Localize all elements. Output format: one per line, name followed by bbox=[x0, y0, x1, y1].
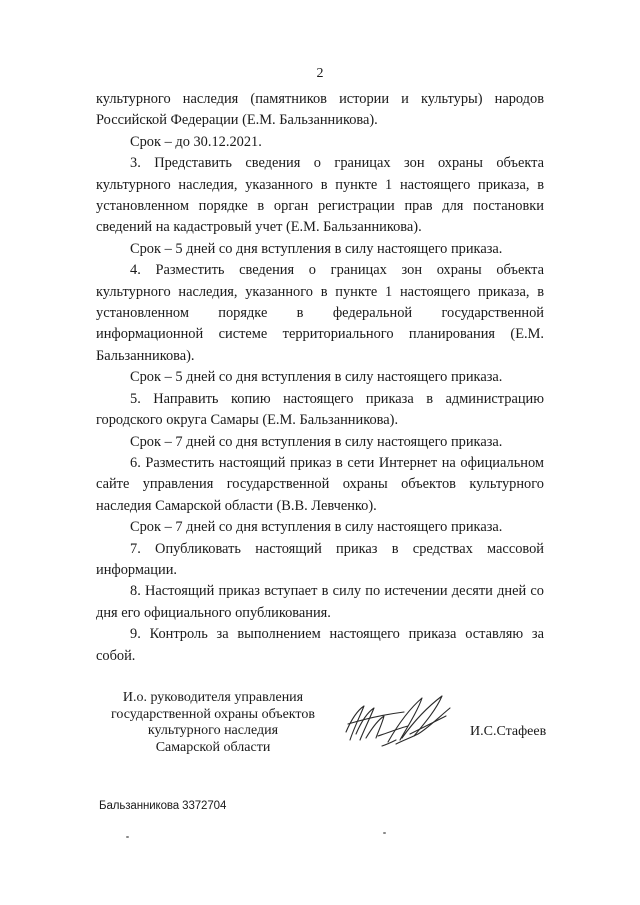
signer-name: И.С.Стафеев bbox=[470, 724, 547, 739]
paragraph-9: 6. Разместить настоящий приказ в сети Интернет на официальном сайте управления государственной охраны объектов культурного наследия Самарской области (В.В. Левченко). bbox=[96, 454, 544, 514]
paragraph-3: 3. Представить сведения о границах зон охраны объекта культурного наследия, указанного в пункте 1 настоящего приказа, в установленном порядке в орган регистрации прав для постановки сведений на кадастровый учет (Е.М. Бальзанникова). bbox=[96, 155, 544, 236]
paragraph-7: 5. Направить копию настоящего приказа в администрацию городского округа Самары (Е.М. Бальзанникова). bbox=[96, 390, 544, 429]
signatory-title-line-4: Самарской области bbox=[155, 739, 271, 755]
paragraph-13: 9. Контроль за выполнением настоящего приказа оставляю за собой. bbox=[96, 626, 544, 664]
paragraph-12: 8. Настоящий приказ вступает в силу по истечении десяти дней со дня его официального опубликования. bbox=[96, 583, 544, 621]
paragraph-8: Срок – 7 дней со дня вступления в силу настоящего приказа. bbox=[130, 433, 503, 450]
paragraph-2: Срок – до 30.12.2021. bbox=[130, 133, 262, 150]
executor-contact: Бальзанникова 3372704 bbox=[99, 800, 227, 812]
paragraph-4: Срок – 5 дней со дня вступления в силу настоящего приказа. bbox=[130, 240, 503, 257]
page-number: 2 bbox=[316, 66, 324, 81]
handwritten-signature-icon bbox=[338, 688, 468, 758]
paragraph-10: Срок – 7 дней со дня вступления в силу настоящего приказа. bbox=[130, 519, 503, 536]
signatory-title bbox=[100, 690, 326, 756]
paragraph-11: 7. Опубликовать настоящий приказ в средствах массовой информации. bbox=[96, 540, 544, 578]
document-body bbox=[96, 89, 544, 667]
scan-speck bbox=[126, 836, 129, 838]
paragraph-5: 4. Разместить сведения о границах зон охраны объекта культурного наследия, указанного в пункте 1 настоящего приказа, в установленном порядке в федеральной государственной информационной системе территориального планирования (Е.М. Бальзанникова). bbox=[96, 262, 544, 364]
signatory-title-line-2: государственной охраны объектов bbox=[111, 706, 315, 722]
paragraph-1: культурного наследия (памятников истории и культуры) народов Российской Федерации (Е.М. Бальзанникова). bbox=[96, 91, 544, 129]
signatory-title-line-1: И.о. руководителя управления bbox=[122, 690, 304, 705]
signatory-title-line-3: культурного наследия bbox=[147, 723, 279, 739]
paragraph-6: Срок – 5 дней со дня вступления в силу настоящего приказа. bbox=[130, 369, 503, 386]
scan-speck bbox=[383, 832, 386, 834]
